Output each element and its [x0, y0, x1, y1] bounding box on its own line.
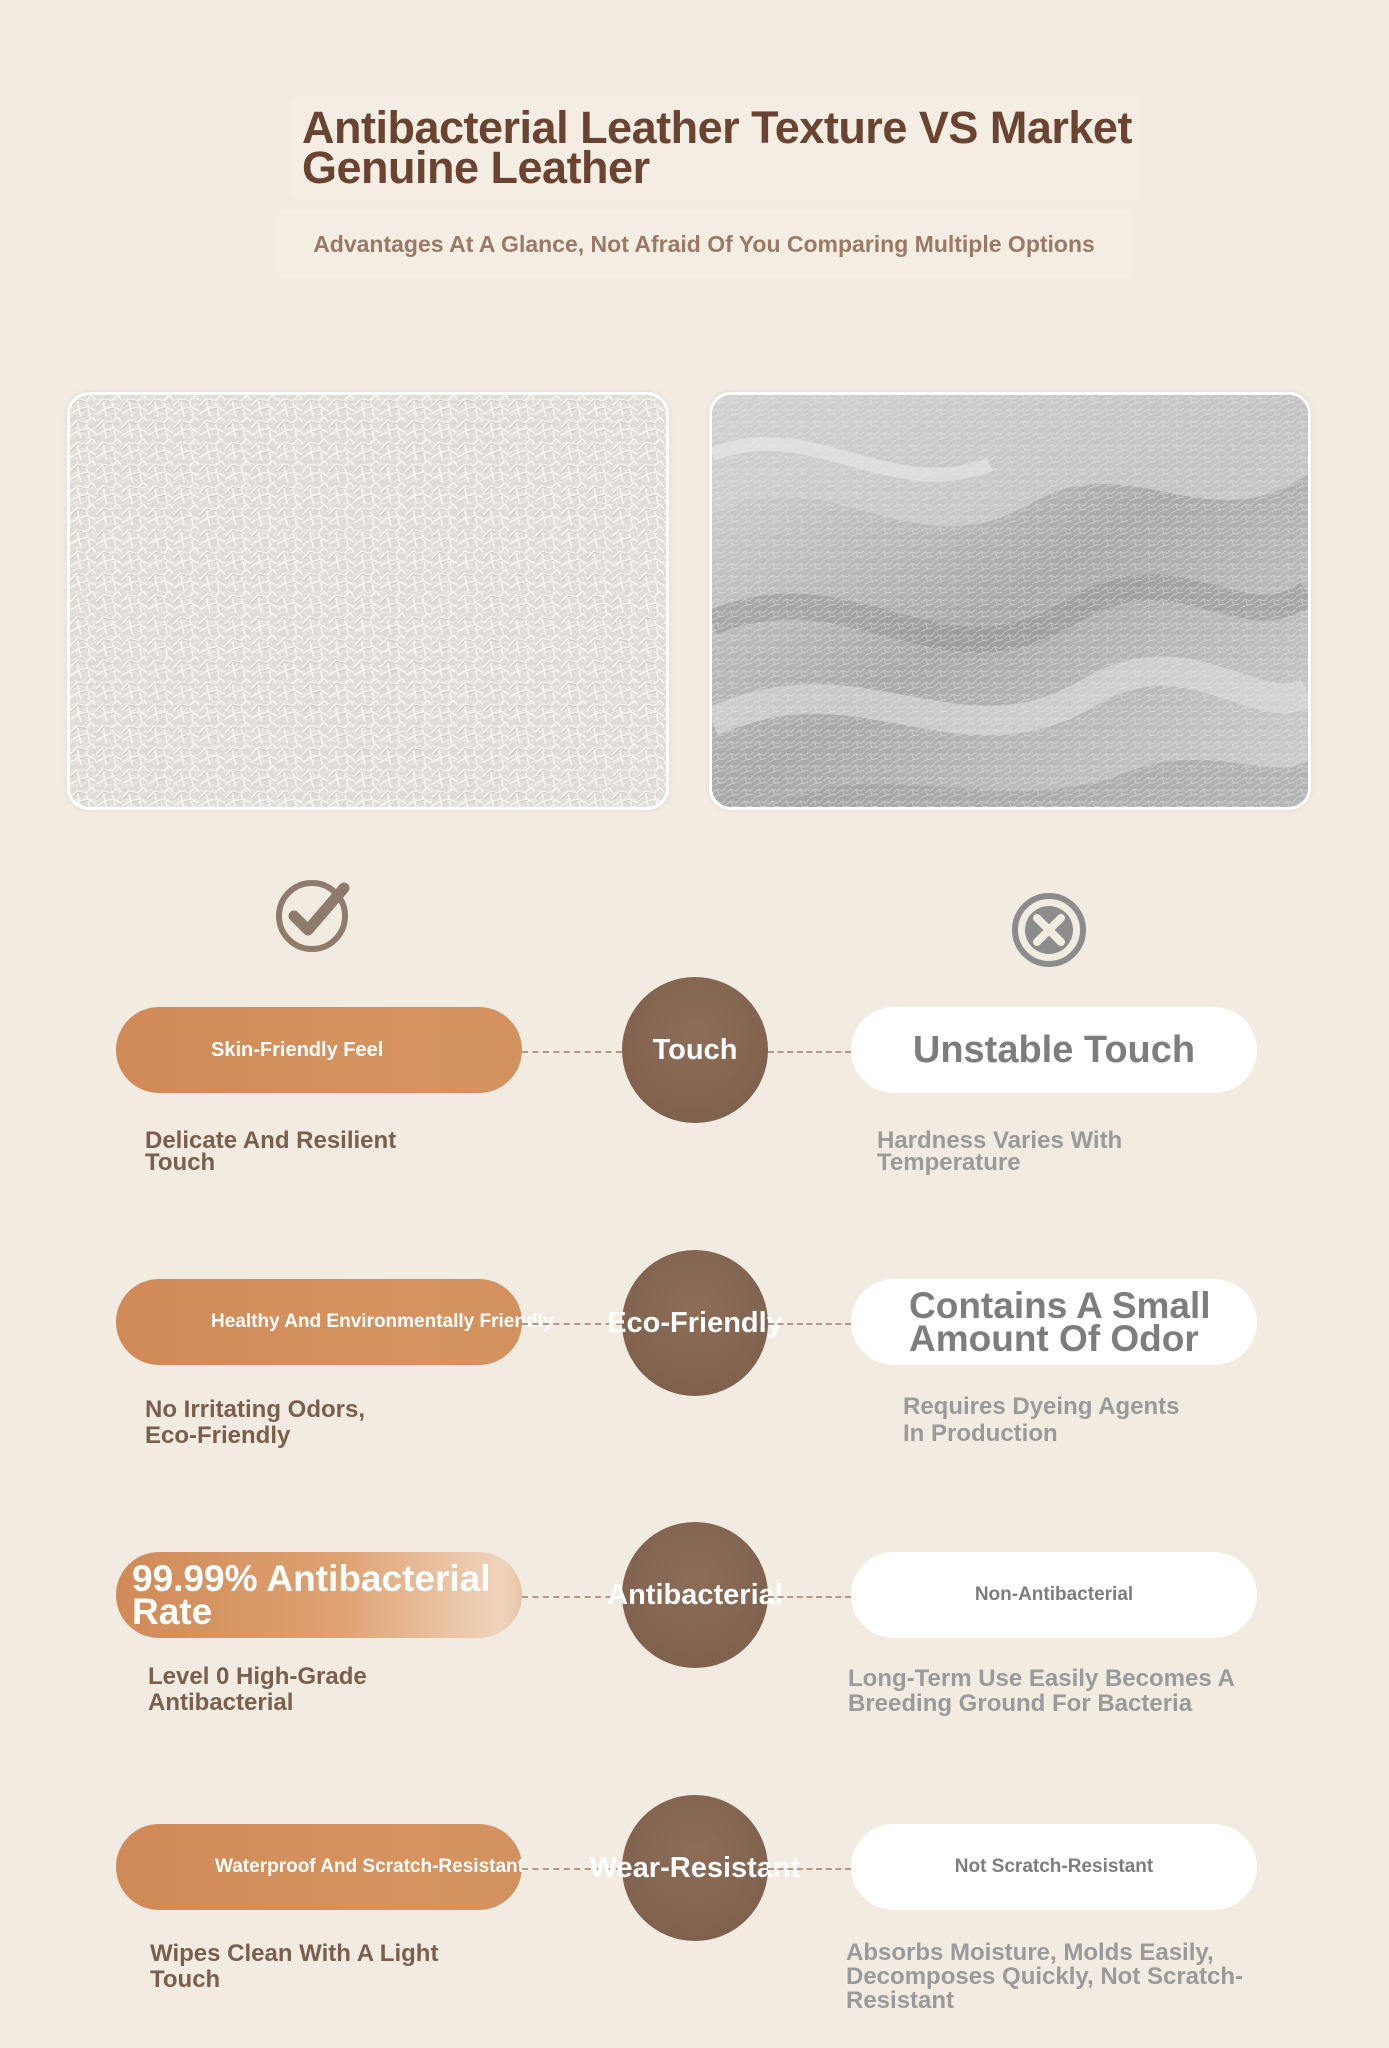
right-desc-wear-resistant: Absorbs Moisture, Molds Easily, Decomposes Quickly, Not Scratch-Resistant — [846, 1939, 1244, 2014]
category-circle-touch: Touch — [622, 977, 768, 1123]
right-label-eco-friendly: Contains A Small Amount Of Odor — [851, 1279, 1257, 1365]
x-circle-icon — [1009, 890, 1089, 970]
left-label-eco-friendly: Healthy And Environmentally Friendly — [116, 1279, 522, 1365]
right-desc-eco-friendly: Requires Dyeing Agents In Production — [903, 1393, 1180, 1447]
right-desc-touch: Hardness Varies With Temperature — [877, 1127, 1123, 1176]
left-label-wear-resistant: Waterproof And Scratch-Resistant — [116, 1824, 522, 1910]
right-label-wear-resistant: Not Scratch-Resistant — [851, 1824, 1257, 1910]
left-label-touch: Skin-Friendly Feel — [116, 1007, 522, 1093]
check-circle-icon — [274, 874, 354, 954]
category-circle-wear-resistant: Wear-Resistant — [622, 1795, 768, 1941]
connector-line — [768, 1596, 851, 1598]
category-circle-eco-friendly: Eco-Friendly — [622, 1250, 768, 1396]
right-label-touch: Unstable Touch — [851, 1007, 1257, 1093]
connector-line — [768, 1323, 851, 1325]
category-circle-antibacterial: Antibacterial — [622, 1522, 768, 1668]
connector-line — [768, 1868, 851, 1870]
connector-line — [768, 1051, 851, 1053]
left-desc-eco-friendly: No Irritating Odors, Eco-Friendly — [145, 1396, 366, 1449]
left-desc-touch: Delicate And Resilient Touch — [145, 1127, 397, 1176]
left-desc-antibacterial: Level 0 High-Grade Antibacterial — [148, 1663, 367, 1716]
right-desc-antibacterial: Long-Term Use Easily Becomes A Breeding Ground For Bacteria — [848, 1665, 1234, 1717]
left-desc-wear-resistant: Wipes Clean With A Light Touch — [150, 1940, 439, 1993]
page-subtitle: Advantages At A Glance, Not Afraid Of You Comparing Multiple Options — [276, 210, 1132, 278]
page-title: Antibacterial Leather Texture VS Market Genuine Leather — [292, 100, 1142, 196]
connector-line — [522, 1051, 622, 1053]
antibacterial-leather-texture-image — [67, 392, 669, 810]
right-label-antibacterial: Non-Antibacterial — [851, 1552, 1257, 1638]
genuine-leather-texture-image — [709, 392, 1311, 810]
left-label-antibacterial: 99.99% Antibacterial Rate — [116, 1552, 522, 1638]
